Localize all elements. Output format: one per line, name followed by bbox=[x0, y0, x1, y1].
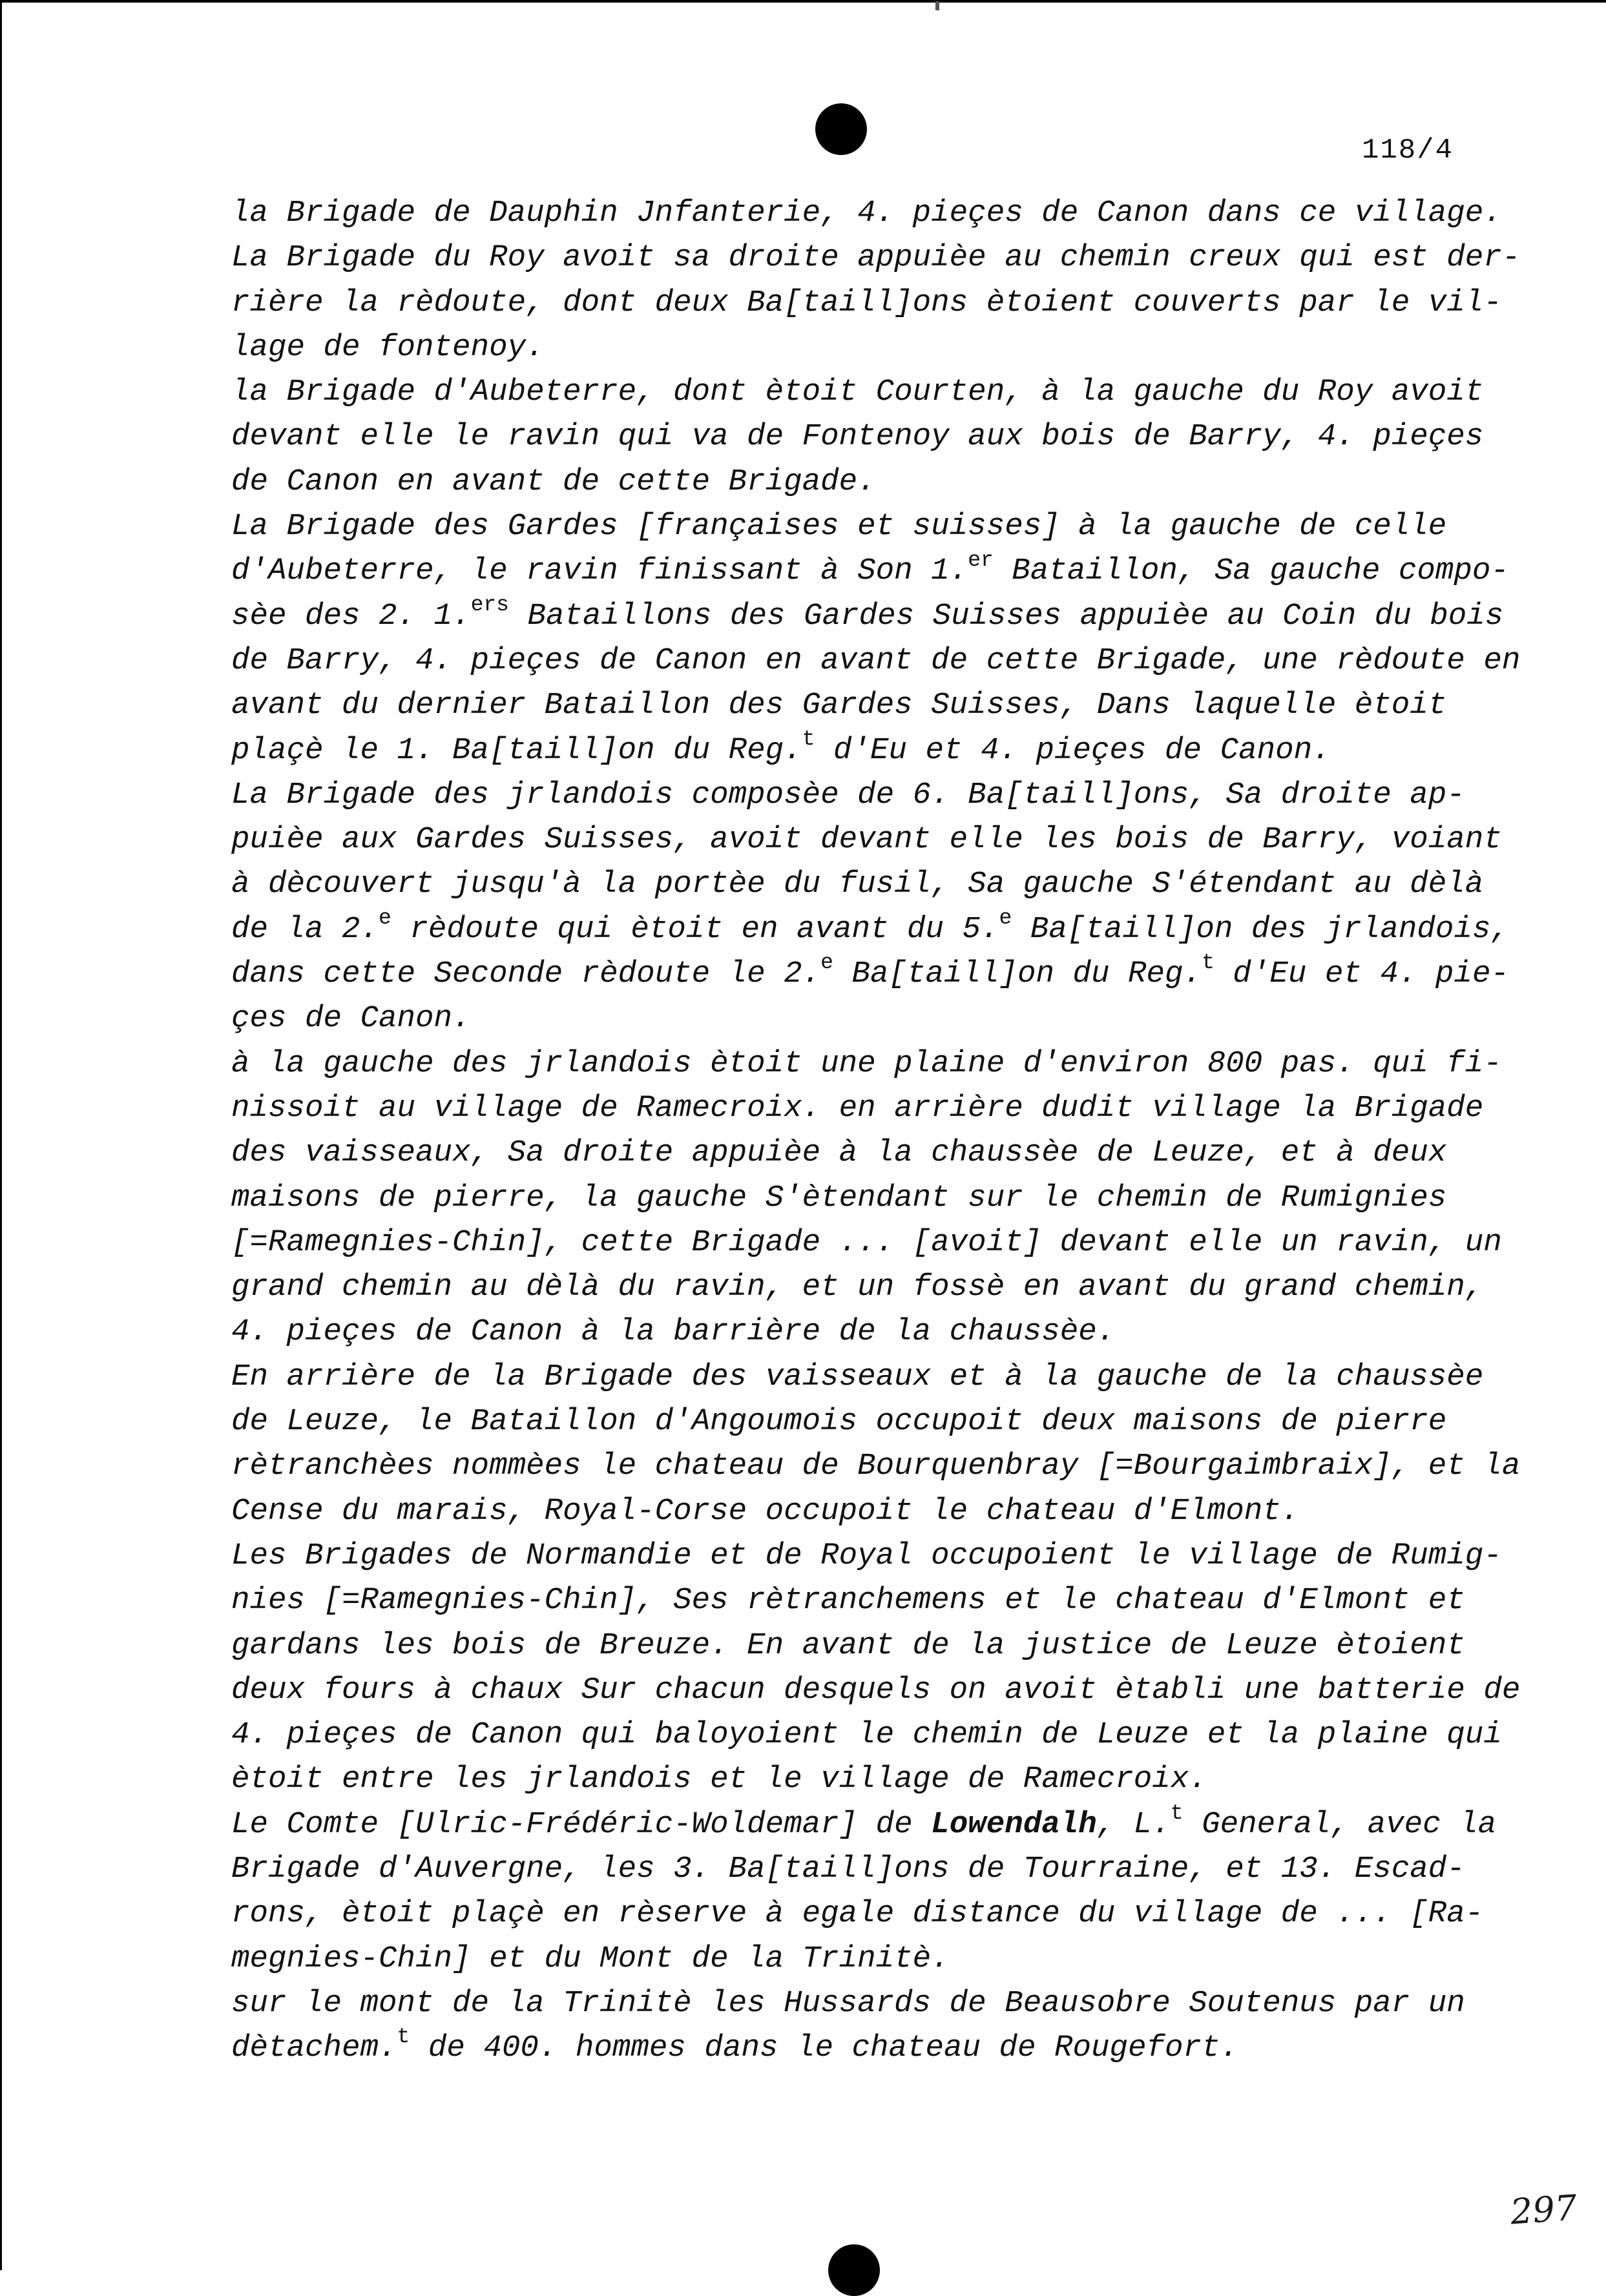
text-line: gardans les bois de Breuze. En avant de la justice de Leuze ètoient bbox=[231, 1628, 1465, 1663]
superscript: t bbox=[1170, 1801, 1184, 1825]
superscript: e bbox=[379, 905, 391, 930]
text-line: rons, ètoit plaçè en rèserve à egale distance du village de ... [Ra- bbox=[231, 1896, 1484, 1932]
superscript: ers bbox=[470, 592, 509, 617]
text-line: lage de fontenoy. bbox=[231, 329, 545, 365]
text-line: La Brigade des jrlandois composèe de 6. Ba[taill]ons, Sa droite ap- bbox=[231, 777, 1465, 812]
text-line: de Barry, 4. pieçes de Canon en avant de cette Brigade, une rèdoute en bbox=[231, 643, 1521, 678]
text-line: de Leuze, le Bataillon d'Angoumois occupoit deux maisons de pierre bbox=[231, 1404, 1447, 1440]
superscript: t bbox=[397, 2025, 410, 2049]
text-line: d'Aubeterre, le ravin finissant à Son 1.$^{er}$ Bataillon, Sa gauche compo- bbox=[231, 548, 1509, 589]
text-line: 4. pieçes de Canon qui baloyoient le chemin de Leuze et la plaine qui bbox=[231, 1717, 1502, 1753]
scan-border-top bbox=[0, 0, 1606, 3]
text-line: Les Brigades de Normandie et de Royal occupoient le village de Rumig- bbox=[231, 1538, 1502, 1573]
text-line: 4. pieçes de Canon à la barrière de la chaussèe. bbox=[231, 1314, 1116, 1350]
superscript: t bbox=[802, 727, 815, 751]
text-line: [=Ramegnies-Chin], cette Brigade ... [avoit] devant elle un ravin, un bbox=[231, 1225, 1502, 1260]
punch-hole-bottom bbox=[828, 2244, 880, 2296]
text-line: çes de Canon. bbox=[231, 1001, 471, 1037]
superscript: er bbox=[968, 548, 994, 572]
text-line: plaçè le 1. Ba[taill]on du Reg.$^t$ d'Eu et 4. pieçes de Canon. bbox=[231, 727, 1331, 768]
text-line: des vaisseaux, Sa droite appuièe à la chaussèe de Leuze, et à deux bbox=[231, 1135, 1447, 1171]
punch-hole-top bbox=[815, 103, 867, 155]
superscript: t bbox=[1202, 951, 1215, 975]
text-line: La Brigade des Gardes [françaises et suisses] à la gauche de celle bbox=[231, 509, 1447, 544]
text-line: rètranchèes nommèes le chateau de Bourquenbray [=Bourgaimbraix], et la bbox=[231, 1449, 1521, 1484]
text-line: à la gauche des jrlandois ètoit une plaine d'environ 800 pas. qui fi- bbox=[231, 1046, 1502, 1081]
superscript: e bbox=[999, 905, 1012, 930]
text-line: Brigade d'Auvergne, les 3. Ba[taill]ons de Tourraine, et 13. Escad- bbox=[231, 1851, 1465, 1887]
text-line: nissoit au village de Ramecroix. en arrière dudit village la Brigade bbox=[231, 1090, 1484, 1126]
page-number: 118/4 bbox=[1362, 134, 1454, 167]
text-line: dètachem.$^t$ de 400. hommes dans le chateau de Rougefort. bbox=[231, 2025, 1239, 2066]
text-line: maisons de pierre, la gauche S'ètendant sur le chemin de Rumignies bbox=[231, 1180, 1447, 1215]
text-line: sèe des 2. 1.$^{ers}$ Bataillons des Gardes Suisses appuièe au Coin du bois bbox=[231, 592, 1504, 634]
text-line: avant du dernier Bataillon des Gardes Suisses, Dans laquelle ètoit bbox=[231, 688, 1447, 723]
scan-mark bbox=[935, 1, 939, 10]
bold-name: Lowendalh bbox=[931, 1806, 1097, 1842]
text-line: la Brigade d'Aubeterre, dont ètoit Courten, à la gauche du Roy avoit bbox=[231, 375, 1484, 410]
text-line: rière la rèdoute, dont deux Ba[taill]ons ètoient couverts par le vil- bbox=[231, 285, 1502, 320]
text-line: devant elle le ravin qui va de Fontenoy aux bois de Barry, 4. pieçes bbox=[231, 419, 1484, 455]
text-line: à dècouvert jusqu'à la portèe du fusil, Sa gauche S'étendant au dèlà bbox=[231, 867, 1484, 902]
handwritten-folio-number: 297 bbox=[1508, 2187, 1579, 2233]
text-line: deux fours à chaux Sur chacun desquels on avoit ètabli une batterie de bbox=[231, 1672, 1521, 1708]
superscript: e bbox=[820, 951, 833, 975]
text-line: Le Comte [Ulric-Frédéric-Woldemar] de Lowendalh, L.$^t$ General, avec la bbox=[231, 1801, 1497, 1842]
document-body bbox=[231, 191, 1521, 2071]
text-line: megnies-Chin] et du Mont de la Trinitè. bbox=[231, 1941, 950, 1976]
text-line: la Brigade de Dauphin Jnfanterie, 4. pieçes de Canon dans ce village. bbox=[231, 196, 1502, 231]
text-line: ètoit entre les jrlandois et le village de Ramecroix. bbox=[231, 1762, 1207, 1797]
text-line: La Brigade du Roy avoit sa droite appuièe au chemin creux qui est der- bbox=[231, 240, 1521, 276]
text-line: sur le mont de la Trinitè les Hussards de Beausobre Soutenus par un bbox=[231, 1985, 1465, 2021]
text-line: grand chemin au dèlà du ravin, et un fossè en avant du grand chemin, bbox=[231, 1270, 1484, 1305]
text-line: dans cette Seconde rèdoute le 2.$^e$ Ba[taill]on du Reg.$^t$ d'Eu et 4. pie- bbox=[231, 951, 1509, 992]
text-line: En arrière de la Brigade des vaisseaux et à la gauche de la chaussèe bbox=[231, 1359, 1484, 1394]
text-line: de Canon en avant de cette Brigade. bbox=[231, 464, 876, 499]
scan-border-left bbox=[0, 0, 2, 2270]
text-line: Cense du marais, Royal-Corse occupoit le chateau d'Elmont. bbox=[231, 1493, 1300, 1529]
text-line: nies [=Ramegnies-Chin], Ses rètranchemens et le chateau d'Elmont et bbox=[231, 1583, 1465, 1619]
text-line: de la 2.$^e$ rèdoute qui ètoit en avant du 5.$^e$ Ba[taill]on des jrlandois, bbox=[231, 905, 1509, 947]
text-line: puièe aux Gardes Suisses, avoit devant elle les bois de Barry, voiant bbox=[231, 822, 1502, 858]
